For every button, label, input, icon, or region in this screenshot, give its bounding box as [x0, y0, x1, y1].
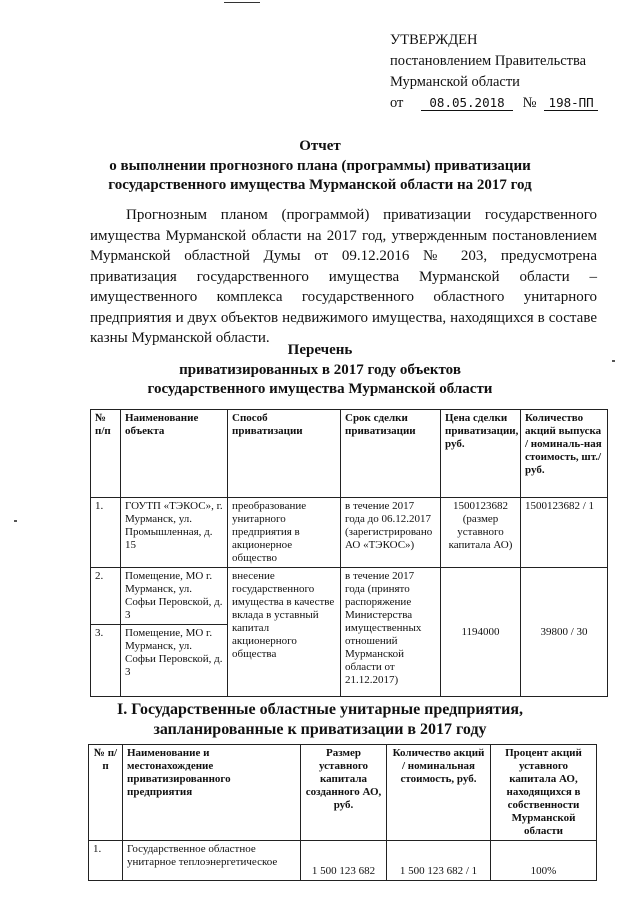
scan-speck: [14, 520, 17, 522]
cell-shares: 1500123682 / 1: [521, 498, 608, 568]
table-header-row: [91, 410, 608, 498]
approval-stamp: [390, 30, 598, 114]
report-title-line1: Отчет: [299, 138, 341, 154]
cell-shares-shared: 39800 / 30: [521, 568, 608, 697]
cell-name: Помещение, МО г. Мурманск, ул. Софьи Перовской, д. 3: [121, 625, 228, 697]
report-title: [0, 137, 640, 196]
report-title-line3: государственного имущества Мурманской области на 2017 год: [108, 177, 532, 193]
scan-speck: [612, 360, 615, 362]
col-header-num: № п/п: [89, 745, 123, 841]
col-header-shares: Количество акций / номинальная стоимость, руб.: [387, 745, 491, 841]
cell-term-shared: в течение 2017 года (принято распоряжение Министерства имущественных отношений Мурманской области от 21.12.2017): [341, 568, 441, 697]
approval-number-label: №: [522, 95, 537, 111]
col-header-capital: Размер уставного капитала созданного АО, руб.: [301, 745, 387, 841]
approval-date-line: [390, 93, 598, 114]
col-header-num: № п/п: [91, 410, 121, 498]
cell-method-shared: внесение государственного имущества в качестве вклада в уставный капитал акционерного общества: [228, 568, 341, 697]
cell-num: 1.: [89, 841, 123, 881]
report-title-line2: о выполнении прогнозного плана (программы) приватизации: [109, 157, 531, 174]
cell-num: 2.: [91, 568, 121, 625]
cell-price: 1500123682 (размер уставного капитала АО): [441, 498, 521, 568]
cell-term: в течение 2017 года до 06.12.2017 (зарегистрировано АО «ТЭКОС»): [341, 498, 441, 568]
table-row: [91, 568, 608, 625]
cell-name: Помещение, МО г. Мурманск, ул. Софьи Перовской, д. 3: [121, 568, 228, 625]
list-title-line2: приватизированных в 2017 году объектов: [179, 361, 461, 378]
col-header-method: Способ приватизации: [228, 410, 341, 498]
enterprises-table: [88, 744, 597, 881]
table-header-row: [89, 745, 597, 841]
approval-by-decree: постановлением Правительства: [390, 53, 587, 69]
cell-price-shared: 1194000: [441, 568, 521, 697]
approval-number: 198-ПП: [544, 96, 598, 111]
cell-shares: 1 500 123 682 / 1: [387, 841, 491, 881]
cell-name: ГОУТП «ТЭКОС», г. Мурманск, ул. Промышленная, д. 15: [121, 498, 228, 568]
approval-region: Мурманской области: [390, 74, 520, 90]
cell-method: преобразование унитарного предприятия в акционерное общество: [228, 498, 341, 568]
list-title-line3: государственного имущества Мурманской области: [147, 381, 493, 397]
list-title-line1: Перечень: [287, 342, 353, 358]
top-decorative-rule: [224, 2, 260, 3]
col-header-enterprise: Наименование и местонахождение приватизированного предприятия: [123, 745, 301, 841]
col-header-shares: Количество акций выпуска / номиналь-ная стоимость, шт./ руб.: [521, 410, 608, 498]
cell-capital: 1 500 123 682: [301, 841, 387, 881]
privatized-objects-table: [90, 409, 608, 697]
intro-paragraph: Прогнозным планом (программой) приватизации государственного имущества Мурманской области на 2017 год, утвержденным постановлением Мурманской областной Думы от 09.12.2016 № 203, предусмотрена приватизация государственного имущества Мурманской области – имущественного комплекса государственного областного унитарного предприятия и двух объектов недвижимого имущества, находящихся в составе казны Мурманской области.: [90, 207, 597, 346]
approval-heading: УТВЕРЖДЕН: [390, 32, 478, 48]
section1-title-line2: запланированные к приватизации в 2017 году: [153, 720, 487, 738]
section1-title-line1: I. Государственные областные унитарные предприятия,: [117, 701, 523, 718]
table-row: [91, 498, 608, 568]
col-header-name: Наименование объекта: [121, 410, 228, 498]
approval-date: 08.05.2018: [421, 96, 513, 111]
table-row: [89, 841, 597, 881]
cell-num: 3.: [91, 625, 121, 697]
col-header-term: Срок сделки приватизации: [341, 410, 441, 498]
col-header-price: Цена сделки приватизации, руб.: [441, 410, 521, 498]
cell-num: 1.: [91, 498, 121, 568]
cell-percent: 100%: [491, 841, 597, 881]
section1-title: [0, 700, 640, 739]
approval-from-label: от: [390, 95, 404, 111]
cell-enterprise: Государственное областное унитарное теплоэнергетическое: [123, 841, 301, 881]
list-title: [0, 341, 640, 400]
col-header-percent: Процент акций уставного капитала АО, находящихся в собственности Мурманской области: [491, 745, 597, 841]
